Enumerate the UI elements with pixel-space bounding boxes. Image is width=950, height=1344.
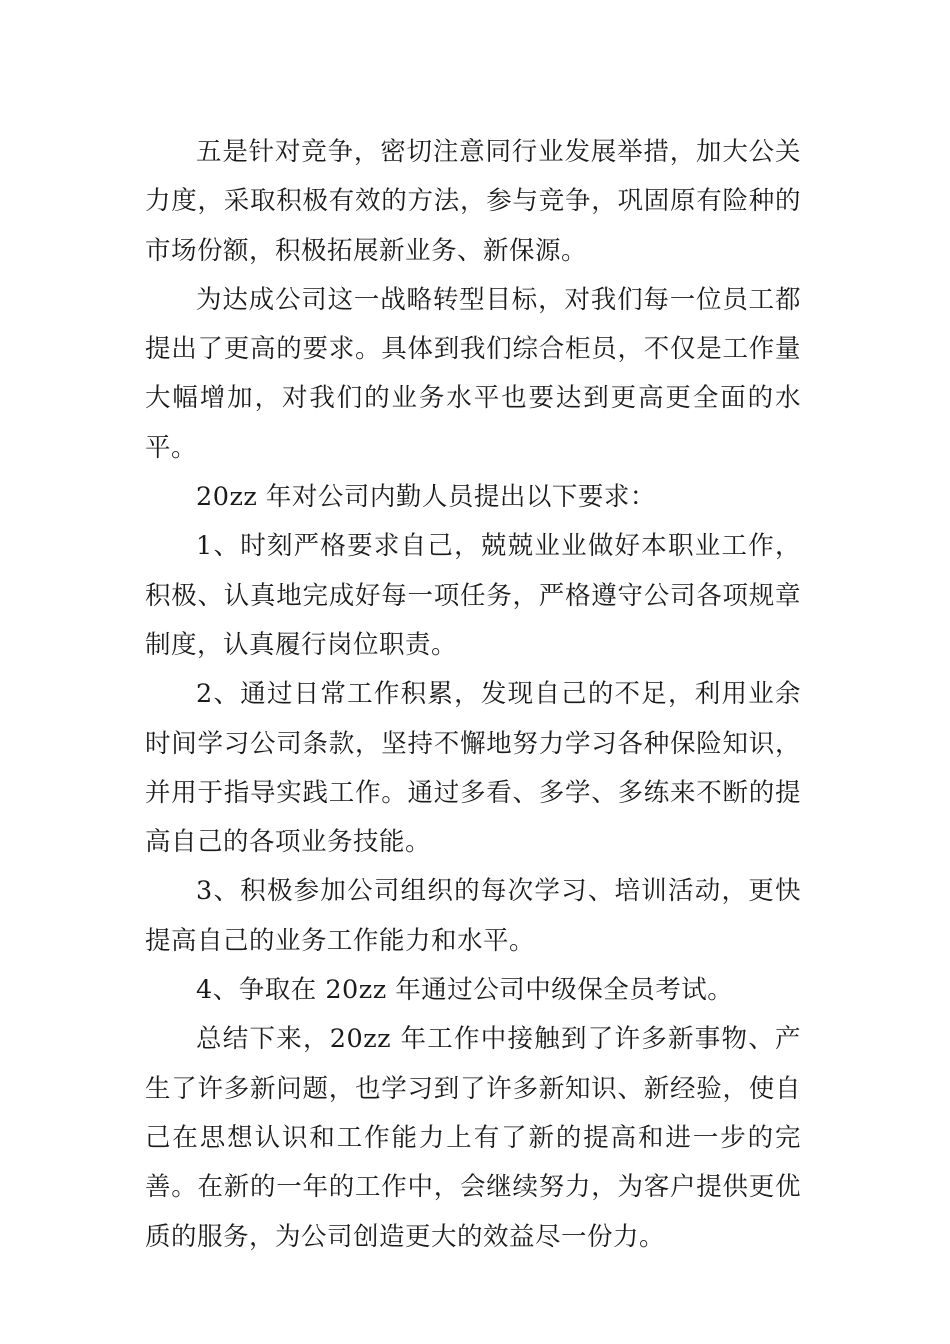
paragraph-summary: 总结下来，20zz 年工作中接触到了许多新事物、产生了许多新问题，也学习到了许多新知识、新经验，使自己在思想认识和工作能力上有了新的提高和进一步的完善。在新的一年的工作中，会继续努力，为客户提供更优质的服务，为公司创造更大的效益尽一份力。 <box>145 1024 801 1252</box>
paragraph-competition: 五是针对竞争，密切注意同行业发展举措，加大公关力度，采取积极有效的方法，参与竞争，巩固原有险种的市场份额，积极拓展新业务、新保源。 <box>145 137 801 266</box>
paragraph-requirement-1: 1、时刻严格要求自己，兢兢业业做好本职业工作，积极、认真地完成好每一项任务，严格遵守公司各项规章制度，认真履行岗位职责。 <box>145 531 801 660</box>
paragraph-requirement-4: 4、争取在 20zz 年通过公司中级保全员考试。 <box>196 975 734 1006</box>
paragraph-strategy-goal: 为达成公司这一战略转型目标，对我们每一位员工都提出了更高的要求。具体到我们综合柜员，不仅是工作量大幅增加，对我们的业务水平也要达到更高更全面的水平。 <box>145 284 801 463</box>
document-body <box>145 128 801 1262</box>
paragraph-requirement-2: 2、通过日常工作积累，发现自己的不足，利用业余时间学习公司条款，坚持不懈地努力学习各种保险知识，并用于指导实践工作。通过多看、多学、多练来不断的提高自己的各项业务技能。 <box>145 679 801 858</box>
paragraph-requirement-3: 3、积极参加公司组织的每次学习、培训活动，更快提高自己的业务工作能力和水平。 <box>145 876 801 956</box>
paragraph-requirements-intro: 20zz 年对公司内勤人员提出以下要求： <box>196 482 656 513</box>
